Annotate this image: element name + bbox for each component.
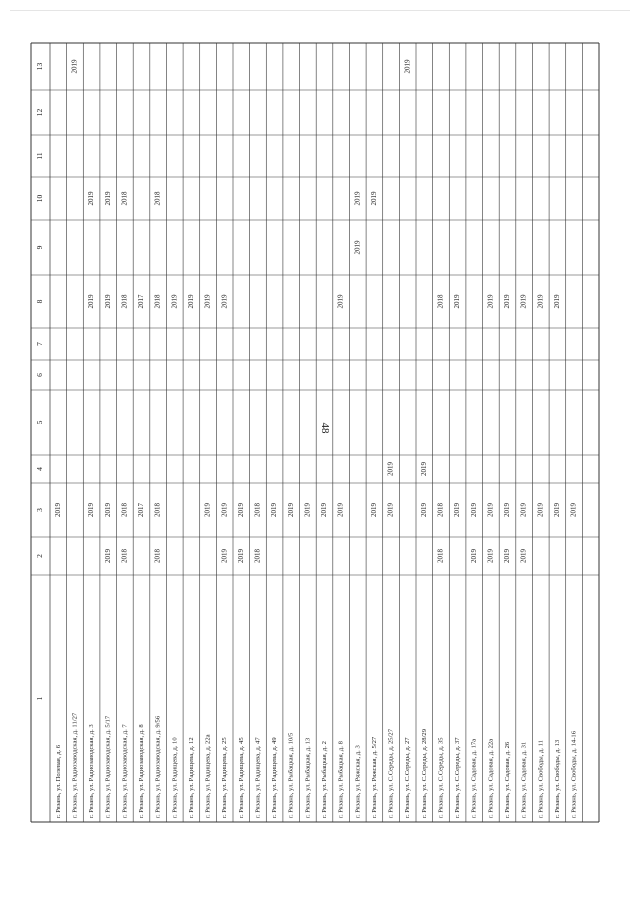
year-cell: 2019 bbox=[419, 503, 428, 517]
year-cell: 2019 bbox=[303, 503, 312, 517]
year-cell: 2019 bbox=[353, 191, 362, 206]
column-header-number: 1 bbox=[35, 696, 45, 701]
scan-artifact bbox=[10, 10, 630, 11]
year-cell: 2019 bbox=[236, 549, 245, 563]
year-cell: 2019 bbox=[370, 503, 379, 517]
address-cell: г. Рязань, ул. Радищева, д. 12 bbox=[187, 737, 195, 818]
year-cell: 2019 bbox=[553, 294, 562, 309]
address-cell: г. Рязань, ул. Радищева, д. 22а bbox=[204, 734, 212, 818]
column-header-number: 5 bbox=[35, 420, 45, 425]
address-cell: г. Рязань, ул. Полевая, д. 6 bbox=[54, 744, 62, 818]
address-cell: г. Рязань, ул. Радищева, д. 25 bbox=[221, 737, 229, 818]
year-cell: 2019 bbox=[103, 549, 112, 563]
year-cell: 2018 bbox=[120, 549, 129, 563]
year-cell: 2019 bbox=[87, 503, 96, 517]
year-cell: 2019 bbox=[386, 503, 395, 517]
year-cell: 2019 bbox=[336, 294, 345, 309]
year-cell: 2019 bbox=[469, 549, 478, 563]
year-cell: 2019 bbox=[336, 503, 345, 517]
year-cell: 2019 bbox=[503, 294, 512, 309]
year-cell: 2018 bbox=[120, 191, 129, 206]
address-cell: г. Рязань, ул. С.Середы, д. 28/29 bbox=[420, 728, 428, 818]
column-header-number: 8 bbox=[35, 299, 45, 304]
year-cell: 2017 bbox=[137, 503, 146, 517]
address-cell: г. Рязань, ул. Садовая, д. 22а bbox=[487, 738, 495, 818]
year-cell: 2019 bbox=[220, 549, 229, 563]
year-cell: 2019 bbox=[103, 294, 112, 309]
address-cell: г. Рязань, ул. Садовая, д. 17а bbox=[470, 738, 478, 818]
address-cell: г. Рязань, ул. Ряжская, д. 5/27 bbox=[370, 736, 378, 818]
year-cell: 2019 bbox=[87, 294, 96, 309]
address-cell: г. Рязань, ул. Свободы, д. 11 bbox=[537, 740, 545, 818]
address-cell: г. Рязань, ул. Свободы, д. 14-16 bbox=[570, 730, 578, 818]
column-header-number: 3 bbox=[35, 508, 45, 512]
year-cell: 2019 bbox=[419, 462, 428, 476]
address-cell: г. Рязань, ул. С.Середы, д. 37 bbox=[454, 737, 462, 818]
year-cell: 2019 bbox=[220, 503, 229, 517]
year-cell: 2019 bbox=[453, 503, 462, 517]
year-cell: 2019 bbox=[203, 503, 212, 517]
year-cell: 2019 bbox=[103, 191, 112, 206]
year-cell: 2019 bbox=[220, 294, 229, 309]
year-cell: 2019 bbox=[486, 294, 495, 309]
address-cell: г. Рязань, ул. Радищева, д. 45 bbox=[237, 737, 245, 818]
year-cell: 2019 bbox=[203, 294, 212, 309]
year-cell: 2018 bbox=[153, 294, 162, 309]
column-header-number: 4 bbox=[35, 467, 45, 471]
address-cell: г. Рязань, ул. Рыбацкая, д. 13 bbox=[304, 737, 312, 818]
year-cell: 2019 bbox=[503, 503, 512, 517]
address-cell: г. Рязань, ул. С.Середы, д. 35 bbox=[437, 737, 445, 818]
year-cell: 2017 bbox=[137, 294, 146, 309]
year-cell: 2019 bbox=[103, 503, 112, 517]
address-cell: г. Рязань, ул. Радиозаводская, д. 9/56 bbox=[154, 715, 162, 818]
address-cell: г. Рязань, ул. Рыбацкая, д. 2 bbox=[321, 741, 329, 818]
year-cell: 2019 bbox=[486, 549, 495, 563]
column-header-number: 2 bbox=[35, 554, 45, 558]
address-cell: г. Рязань, ул. Радиозаводская, д. 3 bbox=[88, 724, 96, 818]
year-cell: 2019 bbox=[370, 191, 379, 206]
page-number: 48 bbox=[319, 422, 331, 434]
address-cell: г. Рязань, ул. Радищева, д. 10 bbox=[171, 737, 179, 818]
year-cell: 2019 bbox=[353, 240, 362, 255]
year-cell: 2019 bbox=[187, 294, 196, 309]
address-cell: г. Рязань, ул. С.Середы, д. 27 bbox=[404, 737, 412, 818]
address-cell: г. Рязань, ул. С.Середы, д. 25/27 bbox=[387, 728, 395, 818]
column-header-number: 7 bbox=[35, 342, 45, 346]
address-cell: г. Рязань, ул. Радиозаводская, д. 5/17 bbox=[104, 715, 112, 818]
year-cell: 2018 bbox=[153, 549, 162, 563]
table-header-row bbox=[35, 63, 44, 701]
year-cell: 2019 bbox=[53, 503, 62, 517]
year-cell: 2019 bbox=[236, 503, 245, 517]
year-cell: 2018 bbox=[120, 503, 129, 517]
year-cell: 2019 bbox=[170, 294, 179, 309]
year-cell: 2018 bbox=[153, 191, 162, 206]
year-cell: 2018 bbox=[120, 294, 129, 309]
column-header-number: 11 bbox=[35, 152, 45, 160]
address-cell: г. Рязань, ул. Радиозаводская, д. 11/27 bbox=[71, 712, 79, 818]
year-cell: 2019 bbox=[469, 503, 478, 517]
year-cell: 2019 bbox=[536, 503, 545, 517]
year-cell: 2019 bbox=[519, 294, 528, 309]
year-cell: 2019 bbox=[486, 503, 495, 517]
year-cell: 2019 bbox=[70, 59, 79, 74]
column-header-number: 10 bbox=[35, 194, 45, 203]
year-cell: 2019 bbox=[403, 59, 412, 74]
column-header-number: 12 bbox=[35, 108, 45, 117]
year-cell: 2019 bbox=[553, 503, 562, 517]
year-cell: 2019 bbox=[320, 503, 329, 517]
year-cell: 2018 bbox=[253, 549, 262, 563]
column-header-number: 6 bbox=[35, 373, 45, 377]
year-cell: 2019 bbox=[536, 294, 545, 309]
address-cell: г. Рязань, ул. Рыбацкая, д. 10/5 bbox=[287, 732, 295, 818]
address-cell: г. Рязань, ул. Свободы, д. 13 bbox=[553, 739, 561, 818]
year-cell: 2019 bbox=[569, 503, 578, 517]
year-cell: 2019 bbox=[453, 294, 462, 309]
address-cell: г. Рязань, ул. Радиозаводская, д. 8 bbox=[138, 724, 146, 818]
address-cell: г. Рязань, ул. Садовая, д. 26 bbox=[504, 741, 512, 818]
year-cell: 2019 bbox=[519, 503, 528, 517]
year-cell: 2018 bbox=[436, 549, 445, 563]
table-grid bbox=[31, 43, 599, 822]
address-cell: г. Рязань, ул. Садовая, д. 31 bbox=[520, 741, 528, 818]
year-cell: 2019 bbox=[270, 503, 279, 517]
address-cell: г. Рязань, ул. Радищева, д. 47 bbox=[254, 737, 262, 818]
year-cell: 2019 bbox=[503, 549, 512, 563]
year-cell: 2018 bbox=[436, 503, 445, 517]
year-cell: 2019 bbox=[386, 462, 395, 476]
column-header-number: 13 bbox=[35, 62, 45, 71]
address-cell: г. Рязань, ул. Ряжская, д. 3 bbox=[354, 745, 362, 818]
address-cell: г. Рязань, ул. Радищева, д. 49 bbox=[271, 737, 279, 818]
year-cell: 2019 bbox=[286, 503, 295, 517]
year-cell: 2019 bbox=[87, 191, 96, 206]
year-cell: 2018 bbox=[436, 294, 445, 309]
address-cell: г. Рязань, ул. Радиозаводская, д. 7 bbox=[121, 724, 129, 818]
column-header-number: 9 bbox=[35, 245, 45, 250]
year-cell: 2019 bbox=[519, 549, 528, 563]
year-cell: 2018 bbox=[153, 503, 162, 517]
year-cell: 2018 bbox=[253, 503, 262, 517]
address-cell: г. Рязань, ул. Рыбацкая, д. 8 bbox=[337, 741, 345, 818]
